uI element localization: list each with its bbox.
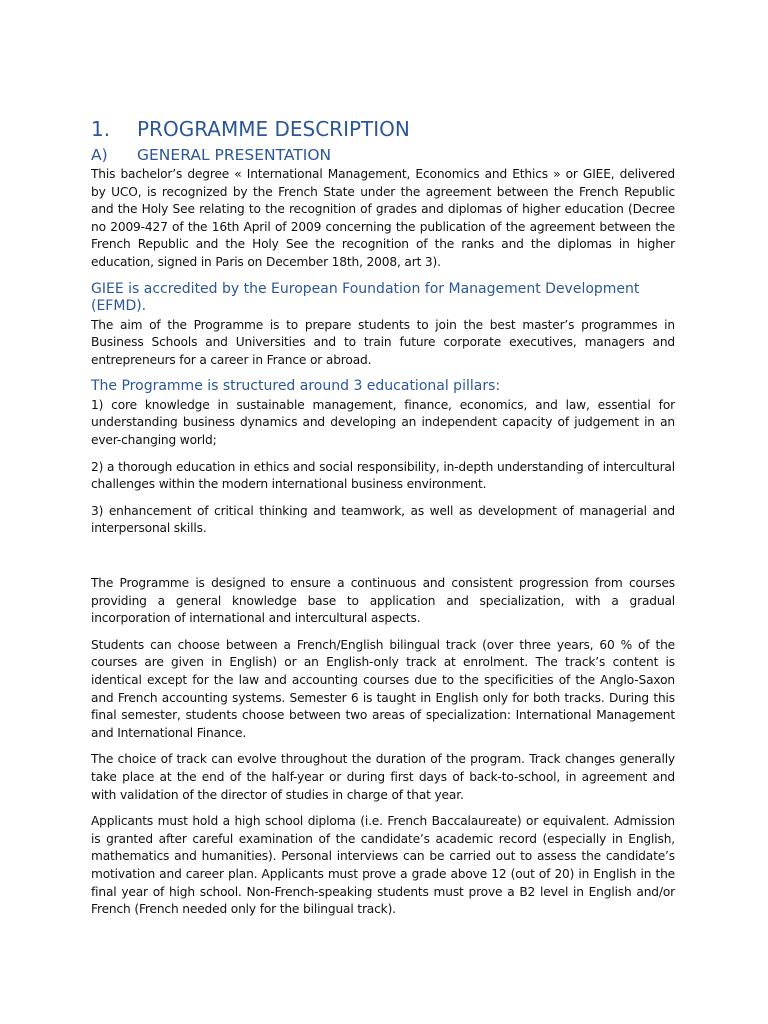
subsection-number: A) — [91, 146, 108, 164]
accreditation-heading: GIEE is accredited by the European Foundation for Management Development (EFMD). — [91, 280, 640, 315]
body-paragraph: Applicants must hold a high school diploma (i.e. French Baccalaureate) or equivalent. Admission is granted after careful examination of the candidate’s academic record (especially in English, mathematics and humanities). Personal interviews can be carried out to assess the candidate’s motivation and career plan. Applicants must prove a grade above 12 (out of 20) in English in the final year of high school. Non-French-speaking students must prove a B2 level in English and/or French (French needed only for the bilingual track). — [91, 814, 675, 917]
spacer — [91, 547, 675, 575]
pillar-item: 1) core knowledge in sustainable management, finance, economics, and law, essential for understanding business dynamics and developing an independent capacity of judgement in an ever-changing world; — [91, 397, 675, 448]
section-number: 1. — [91, 117, 111, 141]
pillar-item: 2) a thorough education in ethics and social responsibility, in-depth understanding of intercultural challenges within the modern international business environment. — [91, 459, 675, 492]
pillar-item: 3) enhancement of critical thinking and teamwork, as well as development of managerial and interpersonal skills. — [91, 503, 675, 536]
intro-paragraph: This bachelor’s degree « International Management, Economics and Ethics » or GIEE, delivered by UCO, is recognized by the French State under the agreement between the French Republic and the Holy See relating to the recognition of grades and diplomas of higher education (Decree no 2009-427 of the 16th April of 2009 concerning the publication of the agreement between the French Republic and the Holy See the recognition of the ranks and the diplomas in higher education, signed in Paris on December 18th, 2008, art 3). — [91, 167, 675, 269]
document-page — [91, 116, 675, 928]
subsection-heading — [91, 145, 675, 165]
body-paragraph: The Programme is designed to ensure a continuous and consistent progression from courses providing a general knowledge base to application and specialization, with a gradual incorporation of international and intercultural aspects. — [91, 576, 675, 626]
subsection-title: GENERAL PRESENTATION — [137, 146, 332, 164]
body-paragraph: Students can choose between a French/English bilingual track (over three years, 60 % of the courses are given in English) or an English-only track at enrolment. The track’s content is identical except for the law and accounting courses due to the specificities of the Anglo-Saxon and French accounting systems. Semester 6 is taught in English only for both tracks. During this final semester, students choose between two areas of specialization: International Management and International Finance. — [91, 637, 675, 740]
section-heading — [91, 116, 675, 142]
pillars-heading: The Programme is structured around 3 educational pillars: — [91, 378, 501, 395]
body-paragraph: The choice of track can evolve throughout the duration of the program. Track changes generally take place at the end of the half-year or during first days of back-to-school, in agreement and with validation of the director of studies in charge of that year. — [91, 752, 675, 802]
aim-paragraph: The aim of the Programme is to prepare students to join the best master’s programmes in Business Schools and Universities and to train future corporate executives, managers and entrepreneurs for a career in France or abroad. — [91, 317, 675, 367]
section-title: PROGRAMME DESCRIPTION — [137, 117, 410, 141]
